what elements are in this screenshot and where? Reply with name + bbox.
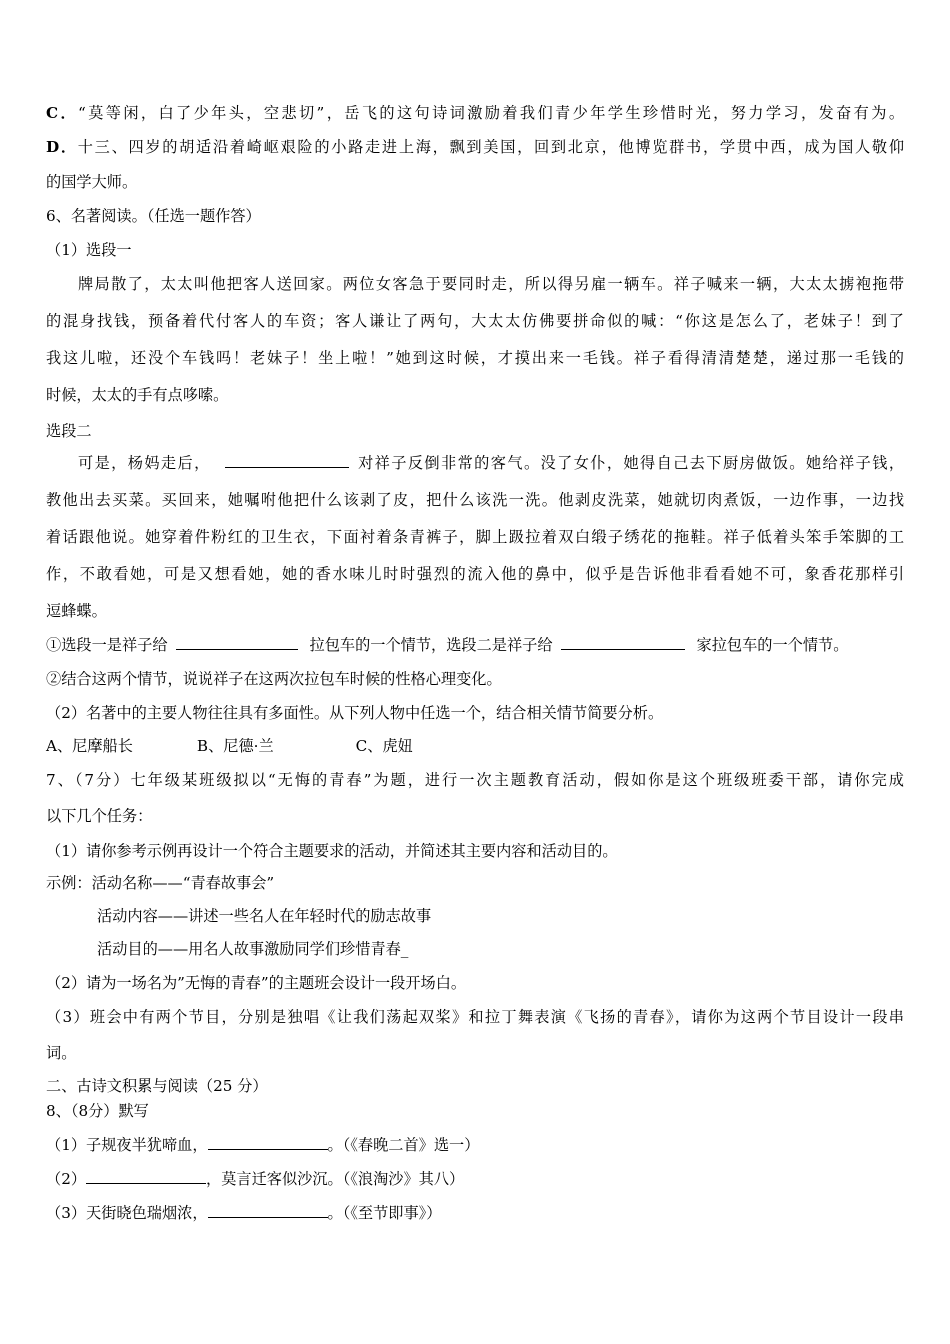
q8-title: 8、（8分）默写 xyxy=(46,1102,149,1120)
q6-question2: ②结合这两个情节，说说祥子在这两次拉包车时候的性格心理变化。 xyxy=(46,670,502,688)
q8-l1-prompt: （1）子规夜半犹啼血， xyxy=(46,1136,208,1154)
answer-blank[interactable] xyxy=(86,1170,206,1184)
option-c xyxy=(46,103,904,123)
q6-q1-part-c: 家拉包车的一个情节。 xyxy=(696,636,849,654)
passage1-line: 我这儿啦，还没个车钱吗！老妹子！坐上啦！”她到这时候，才摸出来一毛钱。祥子看得清清楚楚，递过那一毛钱的 xyxy=(46,349,904,367)
q6-question1 xyxy=(46,635,848,655)
passage2-line: 作，不敢看她，可是又想看她，她的香水味儿时时强烈的流入他的鼻中，似乎是告诉他非看看她不可，象香花那样引 xyxy=(46,565,904,583)
answer-blank[interactable] xyxy=(225,454,349,468)
q8-l2-source: ，莫言迁客似沙沉。（《浪淘沙》其八） xyxy=(206,1170,465,1188)
q6-q1-part-a: ①选段一是祥子给 xyxy=(46,636,168,654)
q7-sub1: （1）请你参考示例再设计一个符合主题要求的活动，并简述其主要内容和活动目的。 xyxy=(46,842,618,860)
q8-line1 xyxy=(46,1135,479,1155)
q7-example-content: 活动内容——讲述一些名人在年轻时代的励志故事 xyxy=(97,907,432,925)
passage2-line: 着话跟他说。她穿着件粉红的卫生衣，下面衬着条青裤子，脚上趿拉着双白缎子绣花的拖鞋。祥子低着头笨手笨脚的工 xyxy=(46,528,904,546)
q8-line2 xyxy=(46,1169,464,1189)
q8-l1-source: 。（《春晚二首》选一） xyxy=(327,1136,480,1154)
passage2-first-line xyxy=(78,453,904,473)
passage1-line: 的混身找钱，预备着代付客人的车资；客人谦让了两句，大太太仿佛要拼命似的喊：“你这是怎么了，老妹子！到了 xyxy=(46,312,904,330)
answer-blank[interactable] xyxy=(208,1136,328,1150)
choice-b: B、尼德·兰 xyxy=(196,737,274,755)
option-d-label: D． xyxy=(46,138,78,156)
q8-line3 xyxy=(46,1203,441,1223)
option-d-line1 xyxy=(46,137,904,157)
q7-sub3-line2: 词。 xyxy=(46,1044,77,1062)
choice-a: A、尼摩船长 xyxy=(46,737,133,755)
q7-sub3-line1: （3）班会中有两个节目，分别是独唱《让我们荡起双桨》和拉丁舞表演《飞扬的青春》，请你为这两个节目设计一段串 xyxy=(46,1008,904,1026)
q7-example-purpose: 活动目的——用名人故事激励同学们珍惜青春_ xyxy=(97,940,409,958)
q7-sub2: （2）请为一场名为”无悔的青春”的主题班会设计一段开场白。 xyxy=(46,974,467,992)
passage2-first-b: 对祥子反倒非常的客气。没了女仆，她得自己去下厨房做饭。她给祥子钱， xyxy=(356,454,905,472)
option-c-text: “莫等闲，白了少年头，空悲切”，岳飞的这句诗词激励着我们青少年学生珍惜时光，努力学习，发奋有为。 xyxy=(78,104,905,122)
section-2-title: 二、古诗文积累与阅读（25 分） xyxy=(46,1077,268,1095)
q8-l3-source: 。（《至节即事》） xyxy=(327,1204,442,1222)
answer-blank[interactable] xyxy=(208,1204,328,1218)
option-d-line2: 的国学大师。 xyxy=(46,173,138,191)
passage1-line: 时候，太太的手有点哆嗦。 xyxy=(46,386,229,404)
q6-title: 6、名著阅读。（任选一题作答） xyxy=(46,207,261,225)
passage2-first-a: 可是，杨妈走后， xyxy=(78,454,211,472)
passage2-heading: 选段二 xyxy=(46,422,92,440)
answer-blank[interactable] xyxy=(176,636,298,650)
q8-l2-prompt: （2） xyxy=(46,1170,87,1188)
q6-sub1: （1）选段一 xyxy=(46,241,132,259)
q6-choices xyxy=(46,736,413,756)
q6-q1-part-b: 拉包车的一个情节，选段二是祥子给 xyxy=(309,636,553,654)
q7-line2: 以下几个任务： xyxy=(46,807,153,825)
q7-example-name: 示例：活动名称——“青春故事会” xyxy=(46,874,275,892)
q8-l3-prompt: （3）天街晓色瑞烟浓， xyxy=(46,1204,208,1222)
q7-line1: 7、（7分）七年级某班级拟以“无悔的青春”为题，进行一次主题教育活动，假如你是这个班级班委干部，请你完成 xyxy=(46,771,904,789)
passage2-line: 逗蜂蝶。 xyxy=(46,602,107,620)
choice-c: C、虎妞 xyxy=(355,737,413,755)
answer-blank[interactable] xyxy=(561,636,685,650)
passage1-line: 牌局散了，太太叫他把客人送回家。两位女客急于要同时走，所以得另雇一辆车。祥子喊来一辆，大太太掳袍拖带 xyxy=(78,275,904,293)
option-c-label: C． xyxy=(46,104,79,122)
passage2-line: 教他出去买菜。买回来，她嘱咐他把什么该剥了皮，把什么该洗一洗。他剥皮洗菜，她就切肉煮饭，一边作事，一边找 xyxy=(46,491,904,509)
option-d-text: 十三、四岁的胡适沿着崎岖艰险的小路走进上海，飘到美国，回到北京，他博览群书，学贯中西，成为国人敬仰 xyxy=(77,138,905,156)
q6-sub2: （2）名著中的主要人物往往具有多面性。从下列人物中任选一个，结合相关情节简要分析。 xyxy=(46,704,664,722)
